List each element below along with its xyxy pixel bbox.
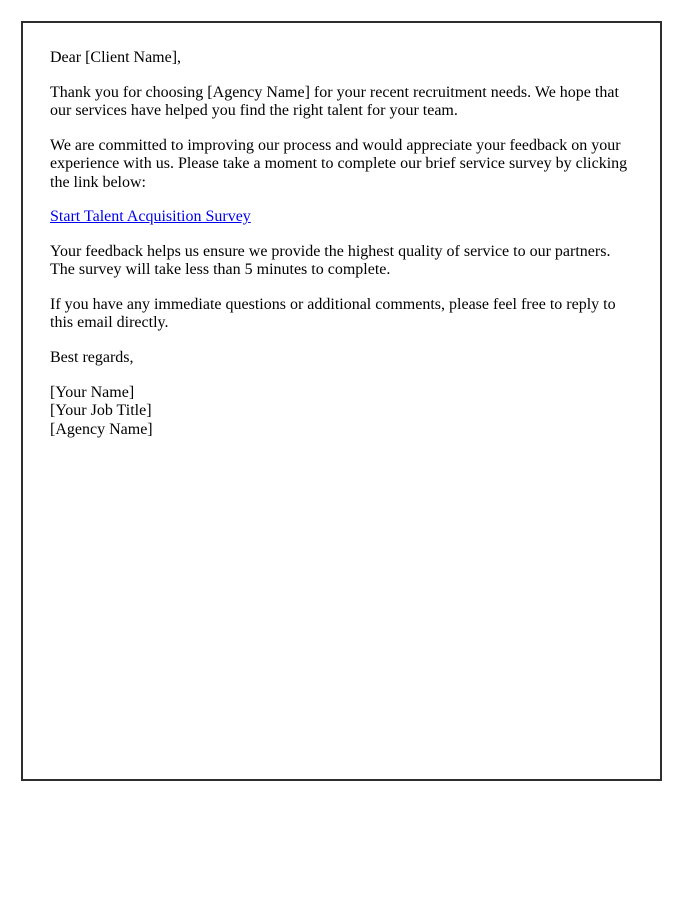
letter-document — [21, 21, 662, 781]
survey-link[interactable]: Start Talent Acquisition Survey — [50, 208, 251, 226]
signature-name: [Your Name] — [50, 383, 135, 401]
paragraph-thank-you: Thank you for choosing [Agency Name] for your recent recruitment needs. We hope that our services have helped you find the right talent for your team. — [50, 83, 619, 120]
paragraph-feedback-request: We are committed to improving our process and would appreciate your feedback on your experience with us. Please take a moment to complete our brief service survey by clicking the link below: — [50, 136, 628, 191]
paragraph-reply-note: If you have any immediate questions or additional comments, please feel free to reply to this email directly. — [50, 295, 616, 332]
signature-job-title: [Your Job Title] — [50, 402, 152, 420]
closing: Best regards, — [50, 349, 134, 367]
signature-block — [50, 384, 633, 440]
paragraph-survey-info: Your feedback helps us ensure we provide the highest quality of service to our partners. The survey will take less than 5 minutes to complete. — [50, 242, 611, 279]
salutation: Dear [Client Name], — [50, 49, 182, 66]
signature-agency: [Agency Name] — [50, 420, 153, 438]
survey-link-paragraph — [50, 208, 633, 227]
